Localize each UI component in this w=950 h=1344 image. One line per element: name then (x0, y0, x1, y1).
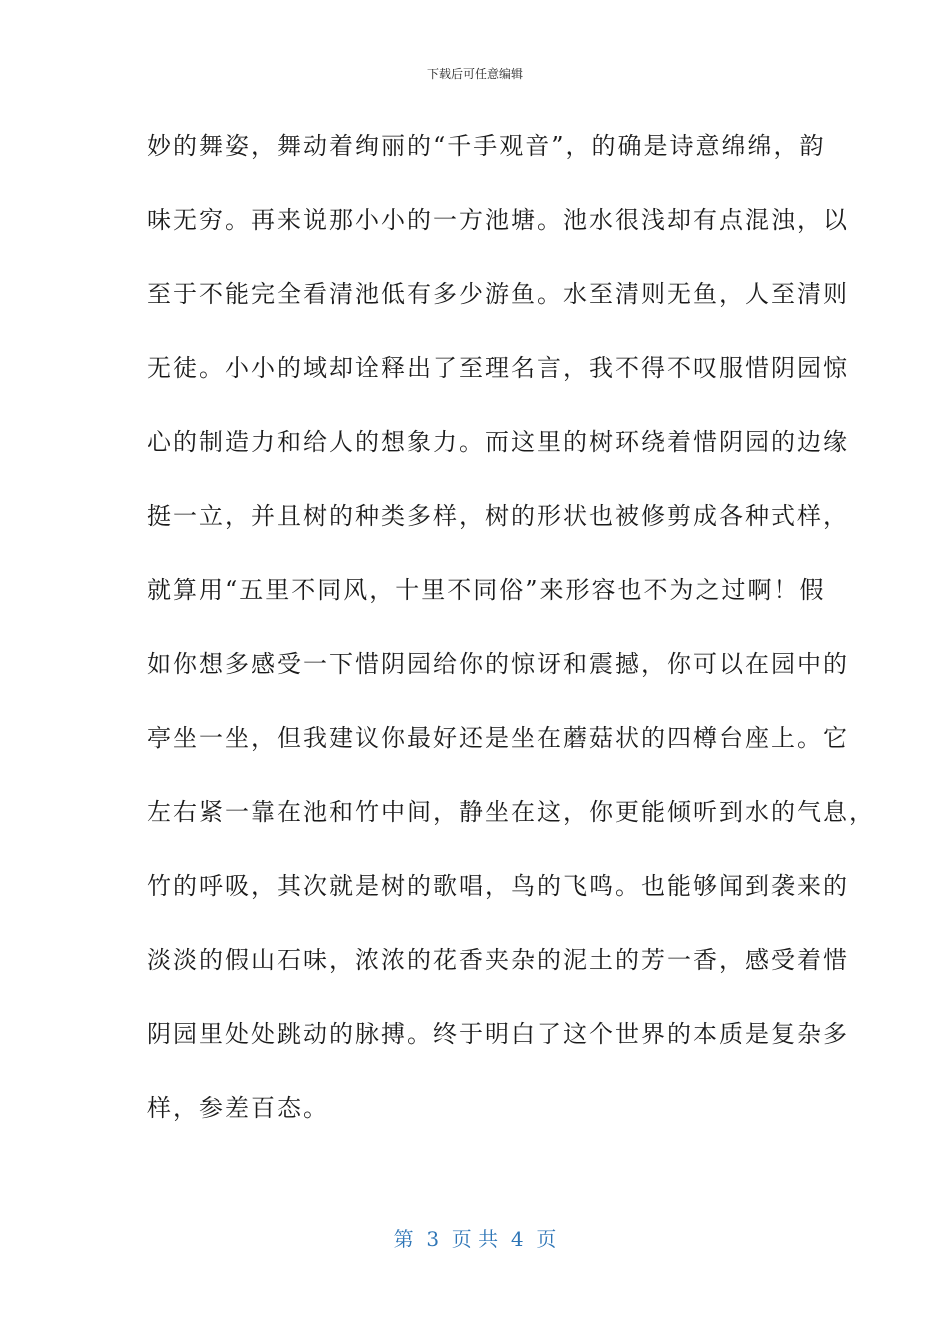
text-line: 阴园里处处跳动的脉搏。终于明白了这个世界的本质是复杂多 (147, 1020, 849, 1048)
text-line: 竹的呼吸，其次就是树的歌唱，鸟的飞鸣。也能够闻到袭来的 (147, 872, 849, 900)
text-line: 左右紧一靠在池和竹中间，静坐在这，你更能倾听到水的气息， (147, 798, 875, 826)
text-line: 亭坐一坐，但我建议你最好还是坐在蘑菇状的四樽台座上。它 (147, 724, 849, 752)
text-line: 味无穷。再来说那小小的一方池塘。池水很浅却有点混浊，以 (147, 206, 849, 234)
text-line: 如你想多感受一下惜阴园给你的惊讶和震撼，你可以在园中的 (147, 650, 849, 678)
text-line: 至于不能完全看清池低有多少游鱼。水至清则无鱼，人至清则 (147, 280, 849, 308)
page-number: 第 3 页 共 4 页 (393, 1227, 557, 1251)
text-line: 妙的舞姿，舞动着绚丽的“千手观音”，的确是诗意绵绵，韵 (147, 132, 826, 160)
text-line: 无徒。小小的域却诠释出了至理名言，我不得不叹服惜阴园惊 (147, 354, 849, 382)
text-line: 心的制造力和给人的想象力。而这里的树环绕着惜阴园的边缘 (147, 428, 849, 456)
text-line: 挺一立，并且树的种类多样，树的形状也被修剪成各种式样， (147, 502, 849, 530)
text-line: 样，参差百态。 (147, 1094, 329, 1122)
page-header: 下载后可任意编辑 (426, 67, 523, 81)
text-line: 就算用“五里不同风，十里不同俗”来形容也不为之过啊！假 (147, 576, 826, 604)
text-line: 淡淡的假山石味，浓浓的花香夹杂的泥土的芳一香，感受着惜 (147, 946, 849, 974)
